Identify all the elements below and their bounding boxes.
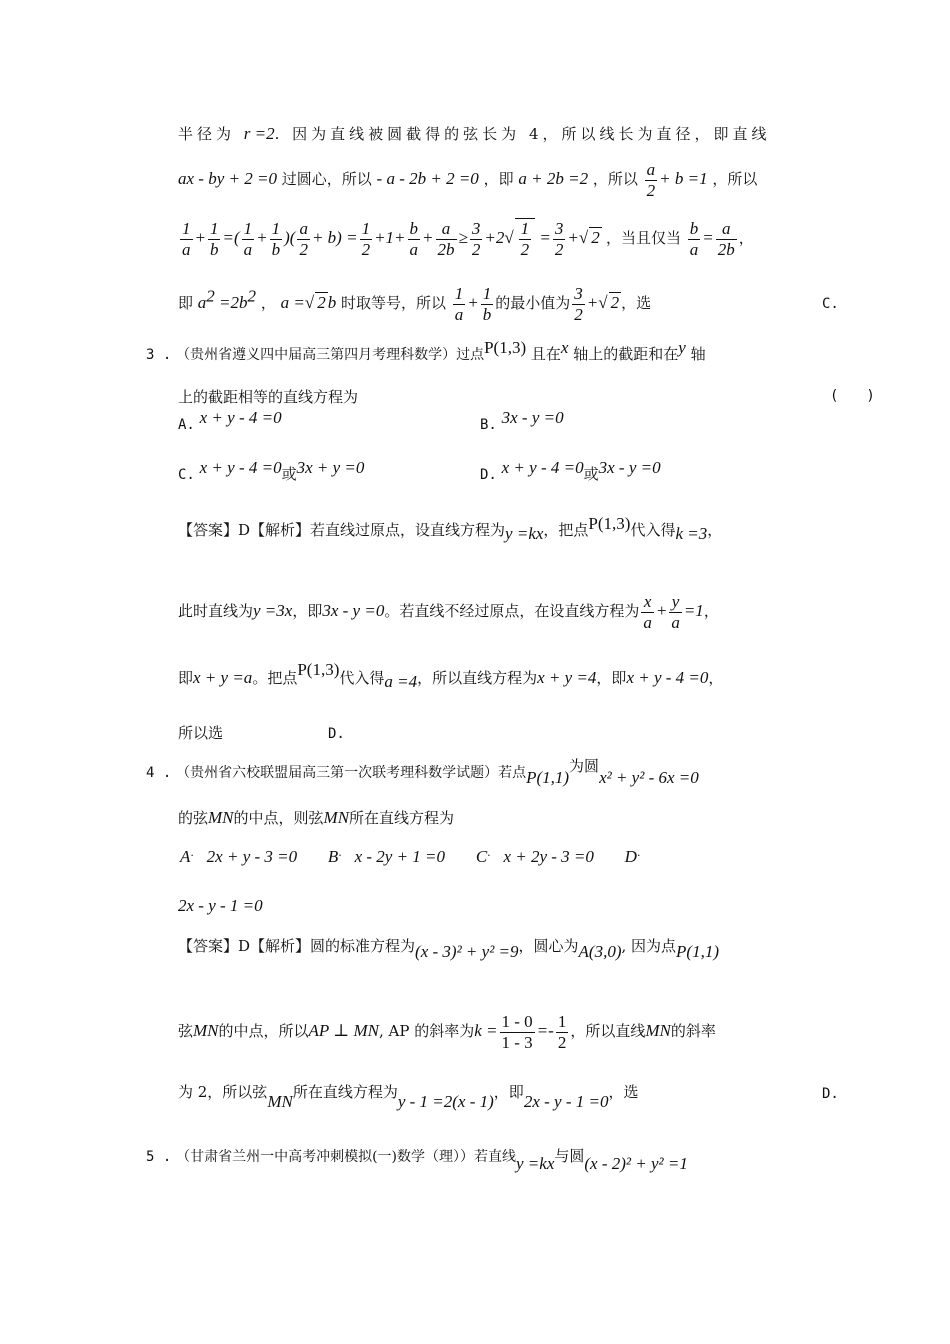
solution-line-1: 半径为 r =2. 因为直线被圆截得的弦长为 4，所以线长为直径，即直线 xyxy=(178,124,771,143)
q3-stem-line-2: 上的截距相等的直线方程为 xyxy=(178,388,359,406)
q3-option-a: A. x + y - 4 =0 xyxy=(178,408,282,433)
solution-line-2: ax - by + 2 =0 过圆心，所以 - a - 2b + 2 =0 ，即 a + 2b =2 ，所以 $\frac{a}{2}$ + b =1 ，所以 xyxy=(178,160,758,200)
q3-solution-answer: D. xyxy=(328,726,345,742)
fraction-a-over-2: $\frac{a}{2}$ xyxy=(646,160,656,200)
q4-option-d-equation: 2x - y - 1 =0 xyxy=(178,896,263,915)
q3-option-c: C. x + y - 4 =0或3x + y =0 xyxy=(178,458,365,483)
q4-stem-line-2: 的弦MN的中点，则弦MN所在直线方程为 xyxy=(178,808,455,827)
q3-solution-line-2: 此时直线为y =3x，即3x - y =0。若直线不经过原点，在设直线方程为 $\frac{x}{a}$ + $\frac{y}{a}$ =1， xyxy=(178,592,719,632)
q4-options-row: A. 2x + y - 3 =0 B. x - 2y + 1 =0 C. x + 2y - 3 =0 D. xyxy=(180,846,641,866)
q4-solution-line-2: 弦MN的中点，所以AP ⊥ MN, AP 的斜率为k = $\frac{1 - 0}{1 - 3}$ =- $\frac{1}{2}$ ，所以直线MN的斜率 xyxy=(178,1012,716,1052)
q3-option-b: B. 3x - y =0 xyxy=(480,408,564,433)
q3-solution-line-4: 所以选 xyxy=(178,724,224,742)
q3-stem-line-1: 3 . （贵州省遵义四中届高三第四月考理科数学）过点P(1,3) 且在x 轴上的截距和在y 轴 xyxy=(146,338,706,363)
solution-answer-c: C. xyxy=(822,296,839,312)
q4-stem-line-1: 4 . （贵州省六校联盟届高三第一次联考理科数学试题）若点P(1,1)为圆x² + y² - 6x =0 xyxy=(146,757,699,787)
q5-stem-line-1: 5 . （甘肃省兰州一中高考冲刺模拟(一)数学（理））若直线y =kx与圆(x - 2)² + y² =1 xyxy=(146,1147,688,1173)
solution-line-3: $\frac{1}{a}$ + $\frac{1}{b}$ =( $\frac{1}{a}$ + $\frac{1}{b}$ )( $\frac{a}{2}$ + b) = $\frac{1}{2}$ +1+ $\frac{b}{a}$ + $\frac{a}{2b}$ ≥ $\frac{3}{2}$ +2√ $\frac{1}{2}$ = $\frac{3}{2}$ +√ 2 ，当且仅当 $\frac{b}{a}$ = $\frac{a}{2b}$ ， xyxy=(178,218,754,259)
q3-solution-line-3: 即x + y =a。把点P(1,3)代入得a =4，所以直线方程为x + y =4，即x + y - 4 =0， xyxy=(178,660,724,691)
q4-solution-line-3: 为 2，所以弦MN所在直线方程为y - 1 =2(x - 1)，即2x - y - 1 =0，选 xyxy=(178,1083,639,1111)
q3-option-d: D. x + y - 4 =0或3x - y =0 xyxy=(480,458,661,483)
solution-line-4: 即 $a^2 =2b^2$ ， a =√ 2 b 时取等号，所以 $\frac{1}{a}$ + $\frac{1}{b}$ 的最小值为 $\frac{3}{2}$ +√ 2 ，选 xyxy=(178,284,652,324)
q3-answer-paren: ( ) xyxy=(830,388,875,404)
q4-solution-answer: D. xyxy=(822,1086,839,1102)
q4-solution-line-1: 【答案】D【解析】圆的标准方程为(x - 3)² + y² =9，圆心为A(3,0), 因为点P(1,1) xyxy=(178,937,720,961)
inequality-expression: $\frac{1}{a}$ + $\frac{1}{b}$ =( $\frac{1}{a}$ + $\frac{1}{b}$ )( $\frac{a}{2}$ + b) = $\frac{1}{2}$ +1+ $\frac{b}{a}$ + $\frac{a}{2b}$ ≥ $\frac{3}{2}$ +2√ $\frac{1}{2}$ = $\frac{3}{2}$ +√ 2 xyxy=(182,219,600,259)
q3-solution-line-1: 【答案】D【解析】若直线过原点，设直线方程为y =kx，把点P(1,3)代入得k =3， xyxy=(178,514,723,543)
